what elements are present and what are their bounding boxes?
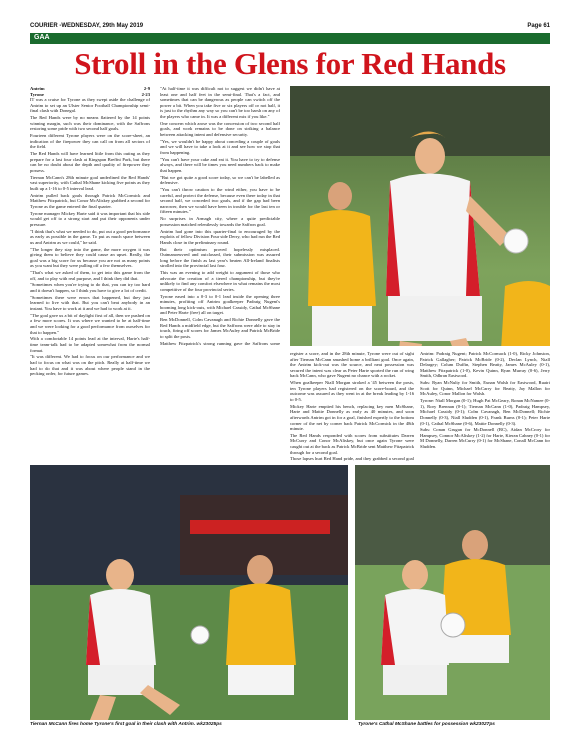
paragraph: The Red Hands will have learned little from this outing as they prepare for a last four clash at Kingspan Breffni Park, but there can be no doubt about the depth and quality of firepower they possess. [30, 151, 150, 173]
paragraph: "At half-time it was difficult not to suggest we didn't have at least one and half feet in the semi-final. That's a fact, and sometimes that can be dangerous as people can switch off the power a bit. When you take five or six players off or not half, it is just to the rhythm any way so you can't be too harsh on any of the players who came in. It was a different mix if you like." [160, 86, 280, 119]
paragraph: "But we got quite a good score today, so we can't be labelled as defensive. [160, 174, 280, 186]
team-lineups [420, 351, 550, 461]
headline: Stroll in the Glens for Red Hands [74, 46, 506, 81]
section-bar [30, 33, 550, 44]
paragraph: The Red Hands responded with scores from substitutes Darren McCurry and Conor McAliskey, but once again Tyrone were caught out at the back as Patrick McBride sent Matthew Fitzpatrick through for a second goal. [290, 432, 414, 455]
paragraph: Tyrone: Niall Morgan (0-1); Hugh Pat McGeary, Ronan McNamee (0-1), Rory Brennan (0-1); Tiernan McCann (1-0), Padraig Hampsey, Michael Cassidy (0-1); Colm Cavanagh, Ben McDonnell; Richie Donnelly (0-3), Niall Sludden (0-1), Frank Burns (0-1); Peter Harte (0-1), Cathal McShane (0-6), Mattie Donnelly (0-3). [420, 398, 550, 426]
paragraph: "Sometimes there were errors that happened, but they just learned to live with that. But you can't beat anybody in an instant. You have to work at it and we had to work at it. [30, 294, 150, 312]
paragraph: Matthew Fitzpatrick's strong running gave the Saffrons some [160, 340, 280, 346]
paragraph: "I think that's what we needed to do, put out a good performance as early as possible in the game. To put as much space between us and Antrim as we could," he said. [30, 228, 150, 245]
paragraph: Tyrone eased into a 0-3 to 0-1 lead inside the opening three minutes, profiting off Antrim goalkeeper Padraig Nugent's booming long kick-outs, with Michael Cassidy, Cathal McShane and Peter Harte (free) all on target. [160, 293, 280, 316]
paragraph: "The goal gave us a bit of daylight first of all, then we pushed on a few more scores. It was where we wanted to be at half-time and we were looking for a good performance from ourselves for that to happen." [30, 312, 150, 335]
photo-caption-left: Tiernan McCann fires home Tyrone's first goal in their clash with Antrim. wk23025ps [30, 722, 222, 727]
score-tyrone: Tyrone 2-23 [30, 91, 150, 97]
publication-date: COURIER -WEDNESDAY, 29th May 2019 [30, 23, 144, 29]
article-column-2 [160, 86, 280, 346]
score-antrim: Antrim 2-9 [30, 86, 150, 91]
paragraph: When goalkeeper Niall Morgan stroked a '45 between the posts, ten Tyrone players had registered on the score-board, and the outcome was assured as they went in at the break leading by 1-16 to 0-5. [290, 380, 414, 402]
paragraph: "You can't throw caution to the wind either, you have to be careful, and protect the defense, because even there today in that second half, we conceded two goals, and if the gap had been narrower, then we would have been in trouble for the last ten or fifteen minutes." [160, 187, 280, 215]
paragraph: But their optimism proved hopelessly misplaced. Outmanoeuvred and outclassed, their submission was assured long before the finish as last year's beaten All-Ireland finalists strolled into the provincial last four. [160, 246, 280, 269]
paragraph: Antrim had gone into this quarter-final to encouraged by the exploits of fellow Division Four side Derry, who had run the Red Hands close in the preliminary round. [160, 228, 280, 245]
paragraph: The Red Hands were by no means flattered by the 14 points winning margin, such was their dominance, with the Saffrons restoring some pride with two second half goals. [30, 115, 150, 132]
paragraph: This was an evening to add weight to argument of those who advocate the creation of a tiered championship, but they're unlikely to find any comfort elsewhere in what remains the most competitive of the four provincial series. [160, 270, 280, 292]
photo-peter-harte [290, 86, 550, 346]
paragraph: "Sometimes when you're trying to do that, you can try too hard and it doesn't happen, so I think you have to give a lot of credit. [30, 282, 150, 294]
paragraph: Fourteen different Tyrone players were on the score-sheet, an indication of the firepower they can call on from all sectors of the field. [30, 133, 150, 150]
paragraph: Those lapses hurt Red Hand pride, and they grabbed a second goal [290, 456, 414, 461]
paragraph: Tiernan McCann's 28th minute goal underlined the Red Hands' vast superiority, with Cathal McShane kicking five points as they built up a 1-16 to 0-5 interval lead. [30, 174, 150, 191]
photo-illustration-right [355, 465, 550, 720]
photo-right-frame [355, 465, 550, 720]
paragraph: No surprises in Armagh city, where a quite predictable possession matched relentlessly towards the Saffron goal. [160, 216, 280, 227]
paragraph: Antrim pulled back goals through Patrick McCormick and Matthew Fitzpatrick, but Conor McAliskey grabbed a second for Tyrone as the game entered the final quarter. [30, 192, 150, 209]
paragraph: Subs: Conan Grugan for McDonnell (BC), Aidan McCrory for Hampsey, Connor McAliskey (1-2) for Harte, Kieran Cahney (0-1) for M Donnelly, Darren McCurry (0-1) for McShane, Conall McCann for Sludden. [420, 427, 550, 450]
photo-illustration [290, 86, 550, 346]
paragraph: register a score, and in the 28th minute, Tyrone were out of sight after Tiernan McCann smashed home a brilliant goal. Once again, the Antrim kick-out was the source, and neat possession was secured the intent was clear as Peter Harte sported the run of wing back McCann, who gave Nugent no chance with a rocket. [290, 351, 414, 379]
paragraph: "Yes, we wouldn't be happy about conceding a couple of goals and we will have to take a look at it and see how we stop that from happening. [160, 138, 280, 155]
paragraph: "That's what we asked of them, to get into this game from the off, and to play with real purpose, and I think they did that. [30, 270, 150, 281]
photo-left-frame [30, 465, 348, 720]
paragraph: Mickey Harte emptied his bench, replacing key men McShane, Harte and Mattie Donnelly as early as 40 minutes, and soon afterwards Antrim got in for a goal, finished expertly to the bottom corner of the net by corner back Patrick McCormick in the 48th minute. [290, 403, 414, 432]
paragraph: "It was different. We had to focus on our performance and we had to focus on what was on the pitch. Really at half-time we had to do that and it was about where people stand in the pecking order, for future games. [30, 354, 150, 377]
paragraph: Subs: Ryan McNulty for Smith, Eunan Walsh for Eastwood, Ruairi Scott for Quinn, Michael McCarry for Beatty, Jay Mallon for McAuley, Conor Mallon for Walsh. [420, 380, 550, 397]
paragraph: IT was a cruise for Tyrone as they swept aside the challenge of Antrim to set up an Ulster Senior Football Championship semi-final clash with Donegal. [30, 97, 150, 114]
paragraph: Antrim: Padraig Nugent; Patrick McCormack (1-0), Ricky Johnston, Patrick Gallagher; Patrick McBride (0-2), Declan Lynch, Niall Delargey; Colum Duffin, Stephen Beatty, James McAuley (0-1), Matthew Fitzpatrick (1-0), Kevin Quinn, Ryan Murray (0-6), Jerry Smith, Odhran Eastwood. [420, 351, 550, 379]
paragraph: Ben McDonnell, Colm Cavanagh and Richie Donnelly gave the Red Hands a midfield edge, but the Saffrons were able to stay in touch, firing off scores for James McAuley and Patrick McBride to split the posts. [160, 317, 280, 339]
paragraph: "The longer they stay into the game, the more oxygen it was giving them to believe they could cause an upset. Really, the goal was a big score for us because you are not as many points as you want but they were pulling off a few themselves. [30, 246, 150, 269]
article-column-mid-text [290, 351, 414, 461]
photo-illustration-left [30, 465, 348, 720]
page-header [30, 22, 550, 32]
section-label: GAA [34, 34, 50, 41]
paragraph: Tyrone manager Mickey Harte said it was important that his side would get off to a strong start and put their opponents under pressure. [30, 210, 150, 227]
page-number: Page 61 [527, 23, 550, 29]
paragraph: "You can't have your cake and eat it. You have to try to defense always, and there will be times you need numbers back to make that happen. [160, 156, 280, 173]
paragraph: One concern which arose was the concession of two second half goals, and work remains to be done on striking a balance between attacking intent and defensive security. [160, 120, 280, 137]
paragraph: With a comfortable 14 points lead at the interval, Harte's half-time team-talk had to be adapted somewhat from the normal format. [30, 336, 150, 353]
photo-caption-right: Tyrone's Cathal McShane battles for possession wk23027ps [358, 722, 495, 727]
